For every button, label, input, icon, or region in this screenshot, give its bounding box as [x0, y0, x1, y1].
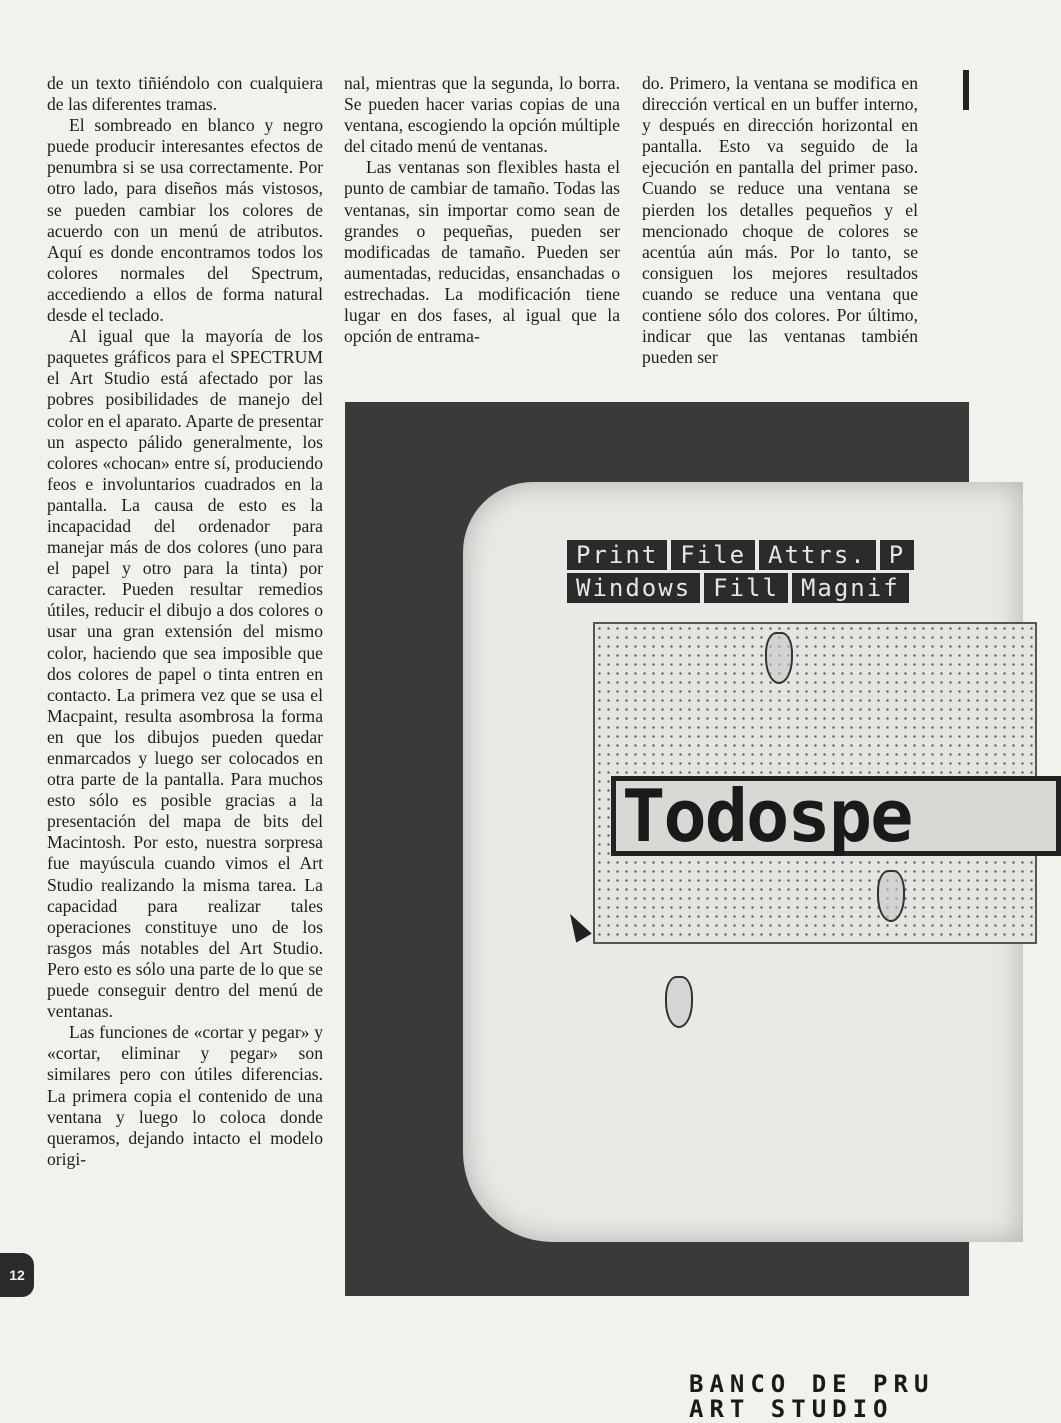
menu-file: File: [671, 540, 755, 570]
logo-text: Todospe: [622, 774, 912, 858]
text-column-2: [344, 73, 620, 347]
menu-attrs: Attrs.: [759, 540, 876, 570]
screen-caption-line2: ART STUDIO: [689, 1395, 894, 1423]
screen-caption-line1: BANCO DE PRU: [689, 1370, 935, 1398]
paragraph: Las funciones de «cortar y pegar» y «cortar, eliminar y pegar» son similares pero con útiles diferencias. La primera copia el contenido de una ventana y luego lo coloca donde queramos, dejando intacto el modelo origi-: [47, 1022, 323, 1169]
text-column-3: [642, 73, 918, 368]
menu-bar-bottom: [567, 573, 913, 603]
page-number: 12: [0, 1253, 34, 1297]
mouse-drawing: [877, 870, 905, 922]
drawing-canvas: [593, 622, 1037, 944]
menu-fill: Fill: [704, 573, 788, 603]
paragraph: do. Primero, la ventana se modifica en dirección vertical en un buffer interno, y después en dirección horizontal en pantalla. Esto va seguido de la ejecución en pantalla del primer paso. Cuando se reduce una ventana se pierden los detalles pequeños y el mencionado choque de colores se acentúa aún más. Por lo tanto, se consiguen los mejores resultados cuando se reduce una ventana que contiene sólo dos colores. Por último, indicar que las ventanas también pueden ser: [642, 73, 918, 368]
mouse-drawing: [665, 976, 693, 1028]
menu-bar-top: [567, 540, 918, 570]
paragraph: de un texto tiñiéndolo con cualquiera de las diferentes tramas.: [47, 73, 323, 115]
text-column-1: [47, 73, 323, 1170]
edge-marker: [963, 70, 969, 110]
logo-frame: [611, 776, 1061, 856]
mouse-drawing: [765, 632, 793, 684]
paragraph: El sombreado en blanco y negro puede producir interesantes efectos de penumbra si se usa correctamente. Por otro lado, para diseños más vistosos, se pueden cambiar los colores de acuerdo con un menú de atributos. Aquí es donde encontramos todos los colores normales del Spectrum, accediendo a ellos de forma natural desde el teclado.: [47, 115, 323, 326]
menu-windows: Windows: [567, 573, 700, 603]
crt-screen: [463, 482, 1023, 1242]
screen-photo: [345, 402, 969, 1423]
menu-print: Print: [567, 540, 667, 570]
paragraph: nal, mientras que la segunda, lo borra. Se pueden hacer varias copias de una ventana, escogiendo la opción múltiple del citado menú de ventanas.: [344, 73, 620, 157]
paragraph: Las ventanas son flexibles hasta el punto de cambiar de tamaño. Todas las ventanas, sin importar como sean de grandes o pequeñas, pueden ser modificadas de tamaño. Pueden ser aumentadas, reducidas, ensanchadas o estrechadas. La modificación tiene lugar en dos fases, al igual que la opción de entrama-: [344, 157, 620, 347]
paragraph: Al igual que la mayoría de los paquetes gráficos para el SPECTRUM el Art Studio está afectado por las pobres posibilidades de manejo del color en el aparato. Aparte de presentar un aspecto pálido generalmente, los colores «chocan» entre sí, produciendo feos e involuntarios cuadrados en la pantalla. La causa de esto es la incapacidad del ordenador para manejar más de dos colores (uno para el papel y otro para la tinta) por caracter. Pueden resultar remedios útiles, reducir el dibujo a dos colores o usar una gran extensión del mismo color, haciendo que sea imposible que dos colores de papel o tinta entren en contacto. La primera vez que se usa el Macpaint, resulta asombrosa la forma en que los dibujos pueden quedar enmarcados y luego ser colocados en otra parte de la pantalla. Para muchos esto sólo es posible gracias a la presentación del mapa de bits del Macintosh. Por esto, nuestra sorpresa fue mayúscula cuando vimos el Art Studio realizando la misma tarea. La capacidad para realizar tales operaciones constituye uno de los rasgos más notables del Art Studio. Pero esto es sólo una parte de lo que se puede conseguir dentro del menú de ventanas.: [47, 326, 323, 1022]
menu-magnify: Magnif: [792, 573, 909, 603]
menu-partial: P: [880, 540, 914, 570]
